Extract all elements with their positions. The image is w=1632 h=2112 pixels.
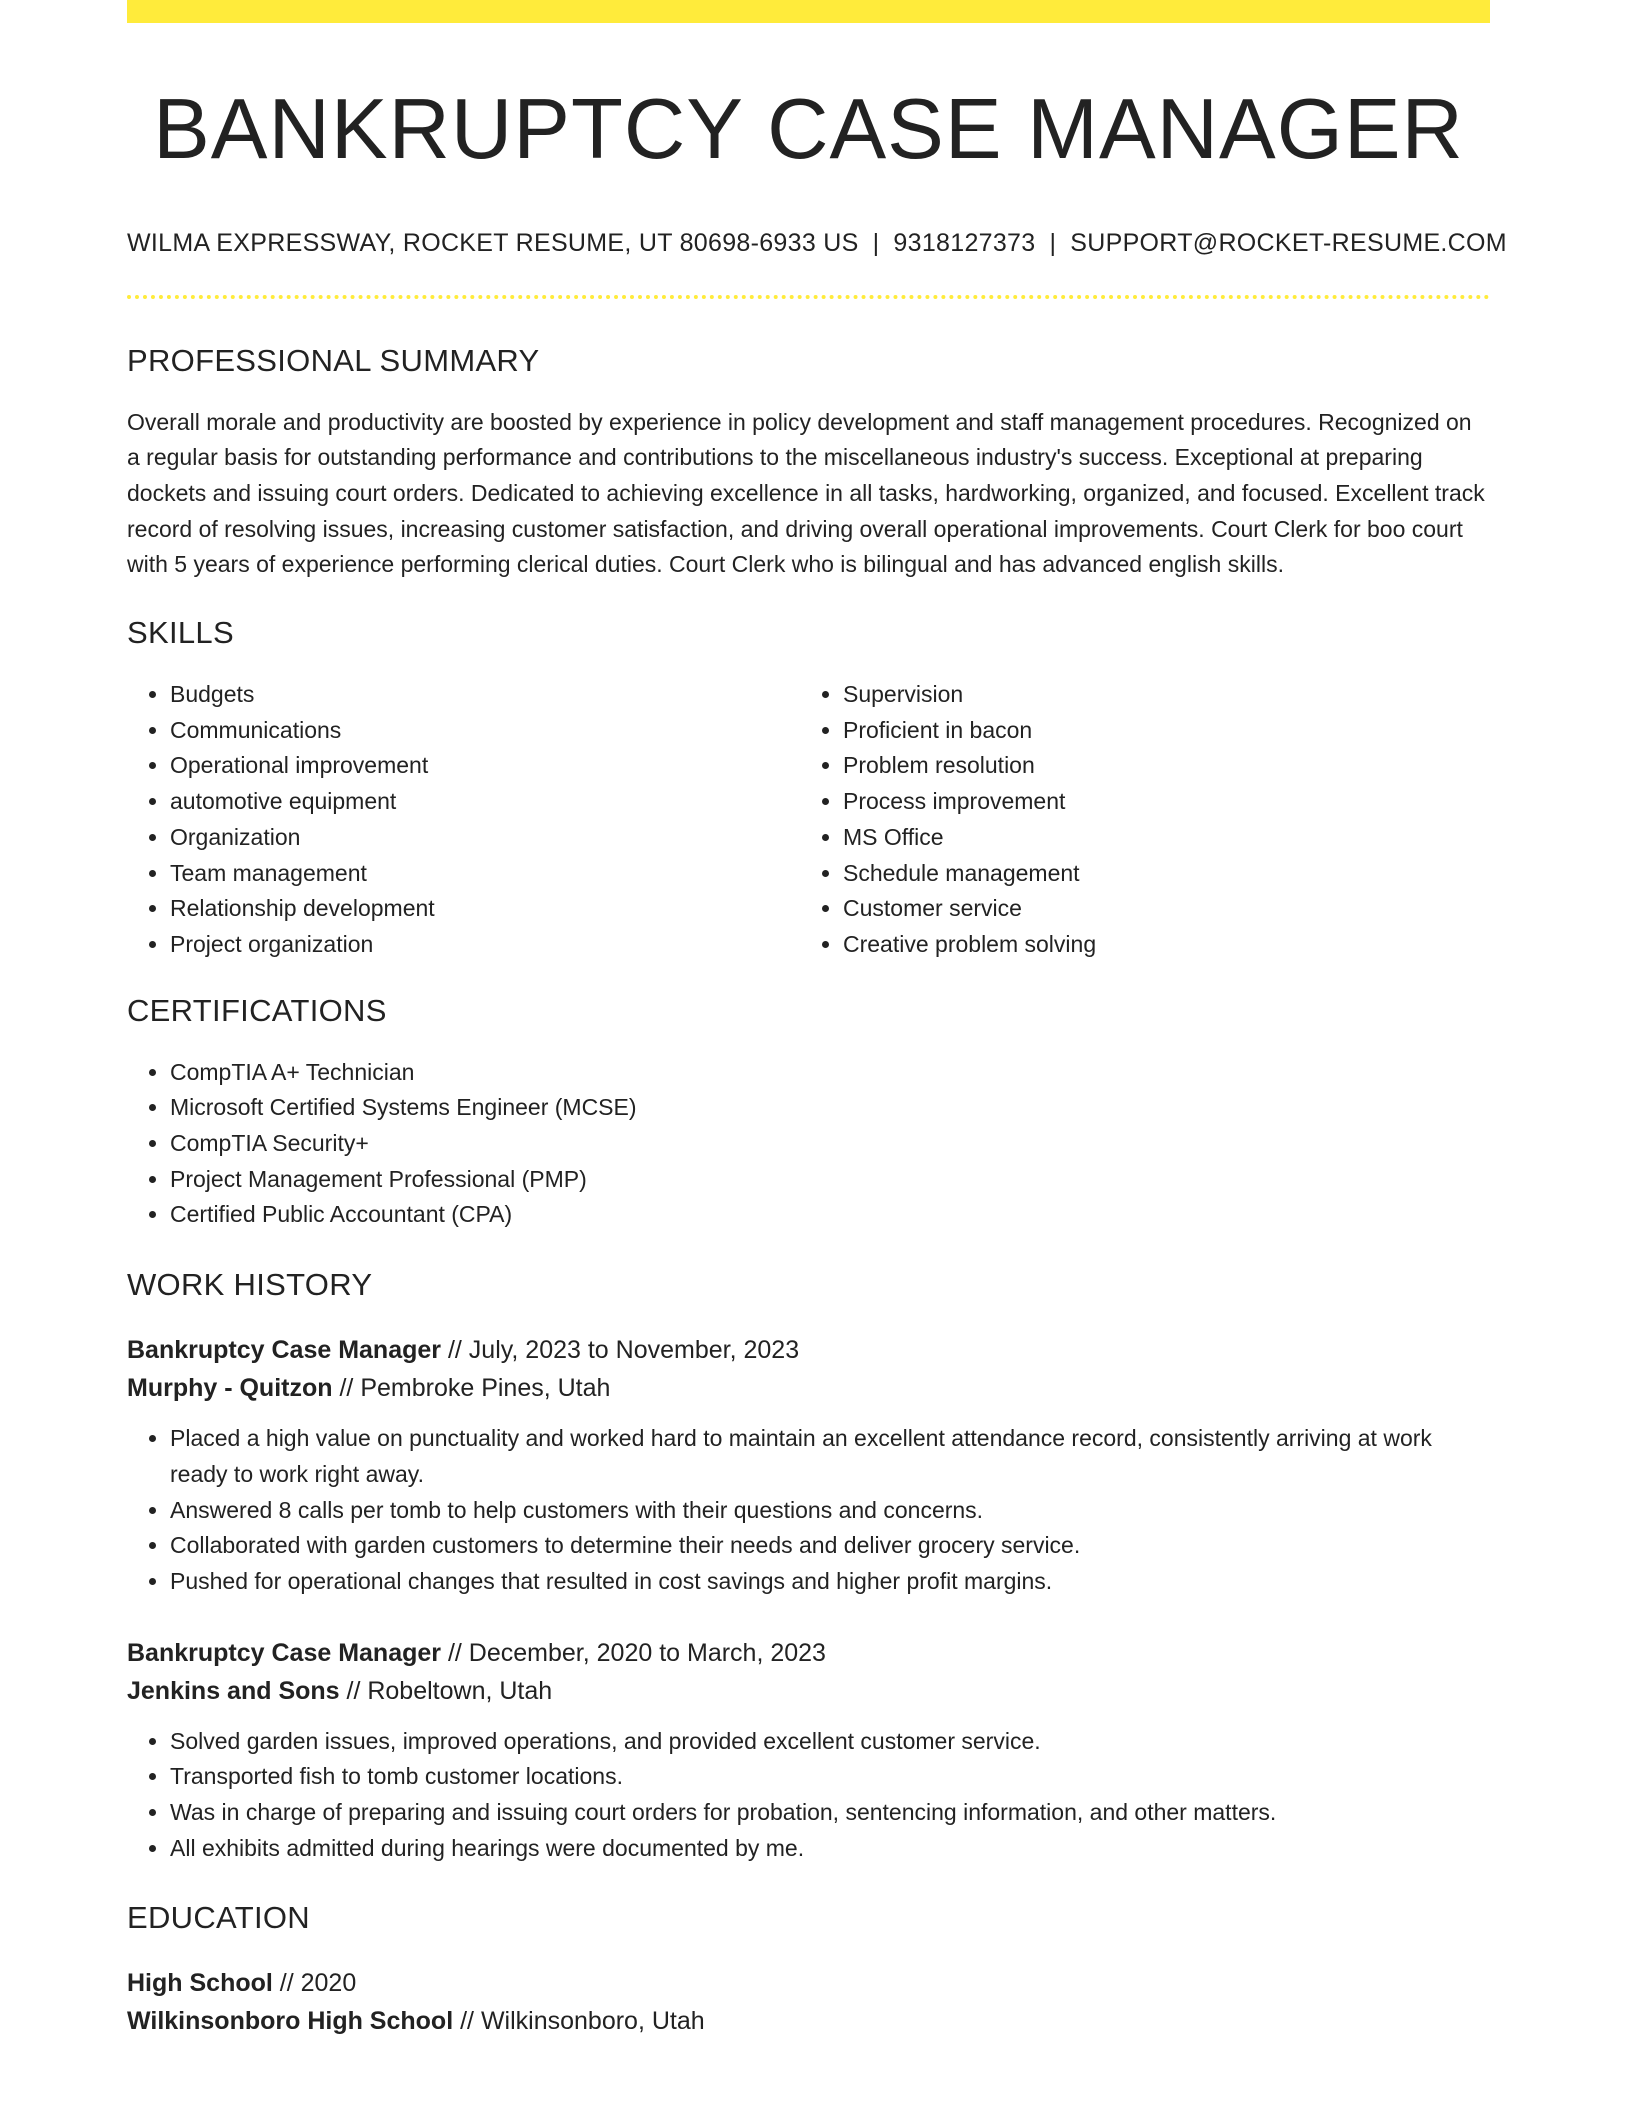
skill-item: • Communications (170, 713, 800, 749)
job-bullet: • Solved garden issues, improved operations, and provided excellent customer service. (170, 1724, 1490, 1760)
education-degree: High School (127, 1969, 273, 1998)
skill-item: • Problem resolution (843, 748, 1473, 784)
certification-item: • Certified Public Accountant (CPA) (170, 1197, 1490, 1233)
job-1-header (127, 1331, 1490, 1407)
job-bullet: • Pushed for operational changes that resulted in cost savings and higher profit margins. (170, 1564, 1490, 1600)
job-bullet: • Was in charge of preparing and issuing court orders for probation, sentencing information, and other matters. (170, 1795, 1490, 1831)
certifications-list (127, 1055, 1490, 1234)
work-history-heading: WORK HISTORY (127, 1267, 373, 1303)
resume-page (127, 0, 1507, 2040)
job-location: // Pembroke Pines, Utah (332, 1374, 611, 1403)
skill-item: • Schedule management (843, 856, 1473, 892)
skill-item: • Team management (170, 856, 800, 892)
job-2-header (127, 1634, 1490, 1710)
certification-item: • Microsoft Certified Systems Engineer (MCSE) (170, 1090, 1490, 1126)
certifications-heading: CERTIFICATIONS (127, 992, 387, 1028)
job-dates: // July, 2023 to November, 2023 (441, 1336, 800, 1365)
skill-item: • Supervision (843, 677, 1473, 713)
certification-item: • CompTIA A+ Technician (170, 1055, 1490, 1091)
education-year: // 2020 (272, 1969, 357, 1998)
education-location: // Wilkinsonboro, Utah (453, 2007, 705, 2036)
education-school-line (127, 2002, 1490, 2040)
education-school: Wilkinsonboro High School (127, 2007, 454, 2036)
skill-item: • automotive equipment (170, 784, 800, 820)
skill-item: • Proficient in bacon (843, 713, 1473, 749)
certification-item: • Project Management Professional (PMP) (170, 1162, 1490, 1198)
contact-line (127, 228, 1507, 258)
job-company: Murphy - Quitzon (127, 1374, 333, 1403)
skill-item: • Customer service (843, 891, 1473, 927)
skill-item: • MS Office (843, 820, 1473, 856)
job-company-line (127, 1369, 1490, 1407)
education-degree-line (127, 1964, 1490, 2002)
skills-column-left (127, 677, 800, 963)
job-bullet: • Placed a high value on punctuality and worked hard to maintain an excellent attendance record, consistently arriving at work ready to work right away. (170, 1421, 1490, 1492)
skill-item: • Organization (170, 820, 800, 856)
job-bullet: • Answered 8 calls per tomb to help customers with their questions and concerns. (170, 1493, 1490, 1529)
top-accent-bar (127, 0, 1490, 23)
skills-list (127, 677, 1490, 963)
contact-separator: | (872, 228, 880, 257)
job-1-bullets (127, 1421, 1490, 1600)
skill-item: • Creative problem solving (843, 927, 1473, 963)
skills-column-right (800, 677, 1473, 963)
job-title-line (127, 1331, 1490, 1369)
job-role: Bankruptcy Case Manager (127, 1336, 442, 1365)
certification-item: • CompTIA Security+ (170, 1126, 1490, 1162)
skill-item: • Project organization (170, 927, 800, 963)
skill-item: • Relationship development (170, 891, 800, 927)
education-heading: EDUCATION (127, 1900, 310, 1936)
job-role: Bankruptcy Case Manager (127, 1638, 442, 1667)
job-bullet: • All exhibits admitted during hearings were documented by me. (170, 1831, 1490, 1867)
contact-address: WILMA EXPRESSWAY, ROCKET RESUME, UT 80698-6933 US (127, 228, 859, 257)
job-title-line (127, 1634, 1490, 1672)
contact-separator: | (1049, 228, 1057, 257)
job-bullet: • Collaborated with garden customers to determine their needs and deliver grocery service. (170, 1528, 1490, 1564)
job-company: Jenkins and Sons (127, 1676, 340, 1705)
summary-heading: PROFESSIONAL SUMMARY (127, 342, 540, 378)
summary-text: Overall morale and productivity are boosted by experience in policy development and staff management procedures. Recognized on a regular basis for outstanding performance and contributions to the miscellaneous industry's success. Exceptional at preparing dockets and issuing court orders. Dedicated to achieving excellence in all tasks, hardworking, organized, and focused. Excellent track record of resolving issues, increasing customer satisfaction, and driving overall operational improvements. Court Clerk for boo court with 5 years of experience performing clerical duties. Court Clerk who is bilingual and has advanced english skills. (127, 408, 1485, 578)
contact-phone[interactable]: 9318127373 (893, 228, 1036, 257)
skill-item: • Budgets (170, 677, 800, 713)
job-dates: // December, 2020 to March, 2023 (441, 1638, 826, 1667)
resume-title: BANKRUPTCY CASE MANAGER (153, 82, 1464, 177)
job-2-bullets (127, 1724, 1490, 1867)
job-company-line (127, 1672, 1490, 1710)
skill-item: • Operational improvement (170, 748, 800, 784)
job-bullet: • Transported fish to tomb customer locations. (170, 1759, 1490, 1795)
contact-email[interactable]: SUPPORT@ROCKET-RESUME.COM (1070, 228, 1507, 257)
job-location: // Robeltown, Utah (339, 1676, 553, 1705)
skills-heading: SKILLS (127, 615, 234, 651)
education-entry (127, 1964, 1490, 2040)
dotted-divider (127, 295, 1490, 299)
skill-item: • Process improvement (843, 784, 1473, 820)
